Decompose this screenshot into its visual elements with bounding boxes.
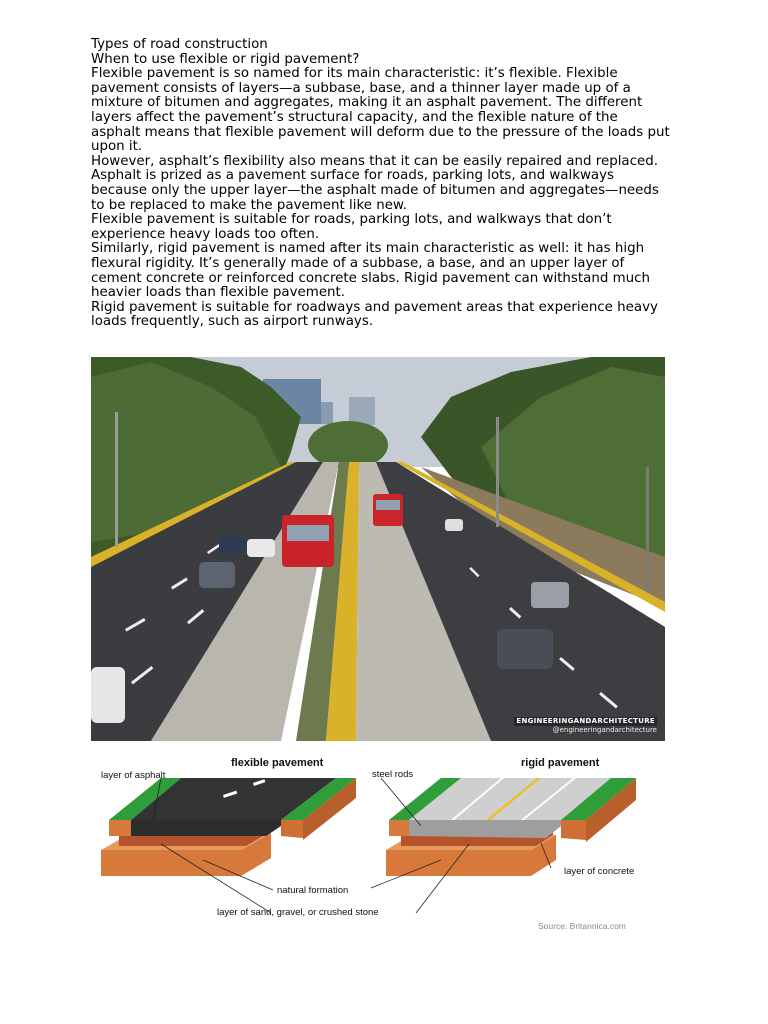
label-steel-rods: steel rods [372, 769, 414, 780]
paragraph-asphalt-repair: However, asphalt’s flexibility also means that it can be easily repaired and replaced. Asphalt is prized as a pavement surface for roads, parking lots, and walkways because only the upper layer—the asphalt made of bitumen and aggregates—needs to be replaced to make the pavement like new. [91, 153, 659, 213]
title-line: Types of road construction [91, 37, 268, 52]
subtitle-line: When to use flexible or rigid pavement? [91, 51, 360, 67]
label-layer-of-asphalt: layer of asphalt [101, 770, 166, 781]
paragraph-rigid-use: Rigid pavement is suitable for roadways and pavement areas that experience heavy loads frequently, such as airport runways. [91, 299, 658, 330]
watermark-name: ENGINEERINGANDARCHITECTURE [516, 717, 655, 725]
diagram-source: Source: Britannica.com [538, 921, 626, 931]
rigid-pavement-title: rigid pavement [521, 757, 600, 769]
flexible-pavement-title: flexible pavement [231, 757, 324, 769]
flexible-pavement-cross-section [101, 778, 356, 876]
road-photo-illustration [91, 357, 665, 741]
paragraph-flexible-use: Flexible pavement is suitable for roads, parking lots, and walkways that don’t experience heavy loads too often. [91, 212, 612, 242]
paragraph-flexible: Flexible pavement is so named for its main characteristic: it’s flexible. Flexible pavement consists of layers—a subbase, base, and a thinner layer made up of a mixture of bitumen and aggregates, making it an asphalt pavement. The different layers affect the pavement’s structural capacity, and the flexible nature of the asphalt means that flexible pavement will deform due to the pressure of the loads put upon it. [91, 66, 670, 155]
label-layer-of-concrete: layer of concrete [564, 866, 635, 877]
paragraph-rigid: Similarly, rigid pavement is named after its main characteristic as well: it has high flexural rigidity. It’s generally made of a subbase, a base, and an upper layer of cement concrete or reinforced concrete slabs. Rigid pavement can withstand much heavier loads than flexible pavement. [91, 241, 650, 301]
article-text [91, 38, 671, 330]
label-natural-formation: natural formation [277, 885, 349, 896]
pavement-diagram [91, 748, 665, 938]
watermark-handle: @engineeringandarchitecture [552, 726, 657, 734]
watermark [514, 717, 657, 735]
rigid-pavement-cross-section [386, 778, 636, 876]
road-photo [91, 357, 665, 741]
pavement-diagram-svg [91, 748, 665, 938]
label-sand-gravel: layer of sand, gravel, or crushed stone [217, 907, 379, 918]
